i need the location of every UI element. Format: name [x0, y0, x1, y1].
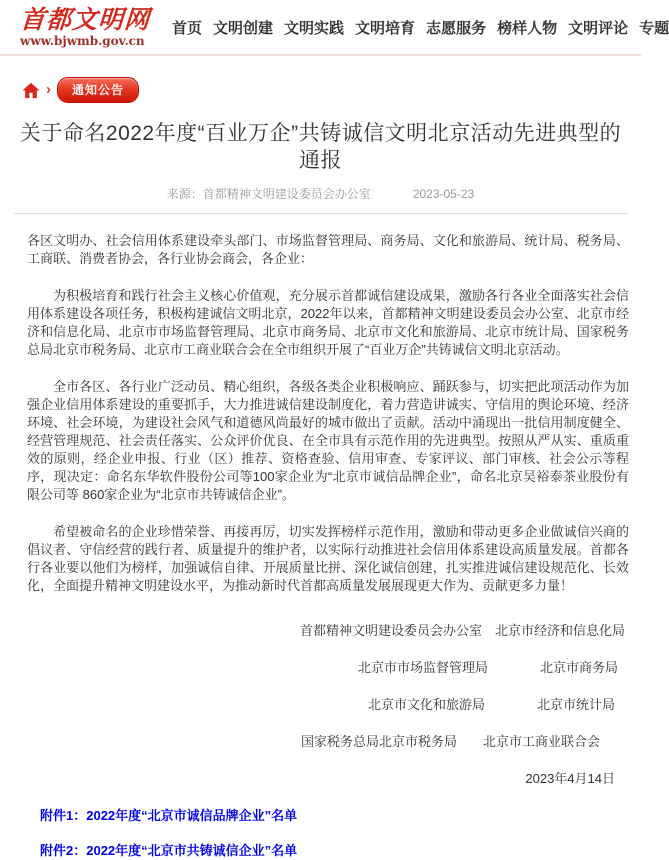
nav-item-role-models[interactable]: 榜样人物 — [497, 19, 558, 37]
nav-item-civilization-practice[interactable]: 文明实践 — [284, 19, 345, 37]
source-label: 来源： — [166, 187, 203, 201]
breadcrumb-category-badge[interactable]: 通知公告 — [57, 77, 139, 103]
site-logo-title: 首都文明网 — [19, 4, 152, 34]
site-logo[interactable] — [19, 4, 170, 48]
paragraph-3: 希望被命名的企业珍惜荣誉、再接再厉，切实发挥榜样示范作用，激励和带动更多企业做诚信兴商的倡议者、守信经营的践行者、质量提升的维护者，以实际行动推进社会信用体系建设高质量发展。首都各行各业要以他们为榜样，加强诚信自律、开展质量比拼、深化诚信创建，扎实推进诚信建设规范化、长效化，全面提升精神文明建设水平，为推动新时代首都高质量发展展现更大作为、贡献更多力量！ — [27, 524, 629, 593]
signature-line: 首都精神文明建设委员会办公室 北京市经济和信息化局 — [299, 623, 625, 638]
paragraph-2: 全市各区、各行业广泛动员、精心组织，各级各类企业积极响应、踊跃参与，切实把此项活动作为加强企业信用体系建设的重要抓手，大力推进诚信建设制度化，着力营造讲诚实、守信用的舆论环境、经济环境、社会环境，为建设社会风气和道德风尚最好的城市做出了贡献。活动中涌现出一批信用制度健全、经营管理规范、社会责任落实、公众评价优良、在全市具有示范作用的先进典型。按照从严从实、重质重效的原则，经企业申报、行业（区）推荐、资格查验、信用审查、专家评议、部门审核、社会公示等程序，现决定：命名东华软件股份公司等100家企业为“北京市诚信品牌企业”，命名北京吴裕泰茶业股份有限公司等 860家企业为“北京市共铸诚信企业”。 — [27, 379, 629, 502]
signature-date: 2023年4月14日 — [525, 771, 615, 786]
nav-item-civilization-cultivation[interactable]: 文明培育 — [355, 19, 416, 37]
paragraph-1: 为积极培育和践行社会主义核心价值观，充分展示首都诚信建设成果，激励各行各业全面落实社会信用体系建设各项任务，积极构建诚信文明北京，2022年以来，首都精神文明建设委员会办公室、北京市经济和信息化局、北京市市场监督管理局、北京市商务局、北京市文化和旅游局、北京市统计局、国家税务总局北京市税务局、北京市工商业联合会在全市组织开展了“百业万企”共铸诚信文明北京活动。 — [27, 288, 629, 357]
paragraph-salutation: 各区文明办、社会信用体系建设牵头部门、市场监督管理局、商务局、文化和旅游局、统计局、税务局、工商联、消费者协会，各行业协会商会，各企业： — [27, 233, 629, 266]
attachment-link-1[interactable]: 附件1：2022年度“北京市诚信品牌企业”名单 — [40, 808, 298, 823]
nav-item-special-topics[interactable]: 专题 — [639, 19, 669, 37]
source-value: 首都精神文明建设委员会办公室 — [202, 187, 371, 201]
home-icon[interactable] — [22, 82, 40, 99]
signature-block — [27, 622, 629, 788]
site-logo-url: www.bjwmb.gov.cn — [20, 33, 145, 48]
nav-item-civilization-review[interactable]: 文明评论 — [568, 19, 629, 37]
signature-line: 北京市文化和旅游局 北京市统计局 — [367, 697, 615, 712]
article-meta — [0, 185, 641, 202]
nav-item-volunteer-service[interactable]: 志愿服务 — [426, 19, 487, 37]
attachment-link-2[interactable]: 附件2：2022年度“北京市共铸诚信企业”名单 — [40, 843, 298, 858]
breadcrumb — [22, 79, 641, 101]
attachments — [27, 807, 629, 860]
nav-item-civilization-creation[interactable]: 文明创建 — [213, 19, 274, 37]
breadcrumb-arrow-icon: › — [46, 80, 51, 98]
page-title: 关于命名2022年度“百业万企”共铸诚信文明北京活动先进典型的通报 — [19, 122, 622, 172]
main-nav — [172, 17, 669, 38]
article-body — [0, 214, 641, 860]
publish-date: 2023-05-23 — [412, 187, 475, 201]
nav-item-home[interactable]: 首页 — [172, 19, 203, 37]
site-header — [0, 0, 669, 56]
signature-line: 国家税务总局北京市税务局 北京市工商业联合会 — [300, 734, 600, 749]
signature-line: 北京市市场监督管理局 北京市商务局 — [357, 660, 618, 675]
